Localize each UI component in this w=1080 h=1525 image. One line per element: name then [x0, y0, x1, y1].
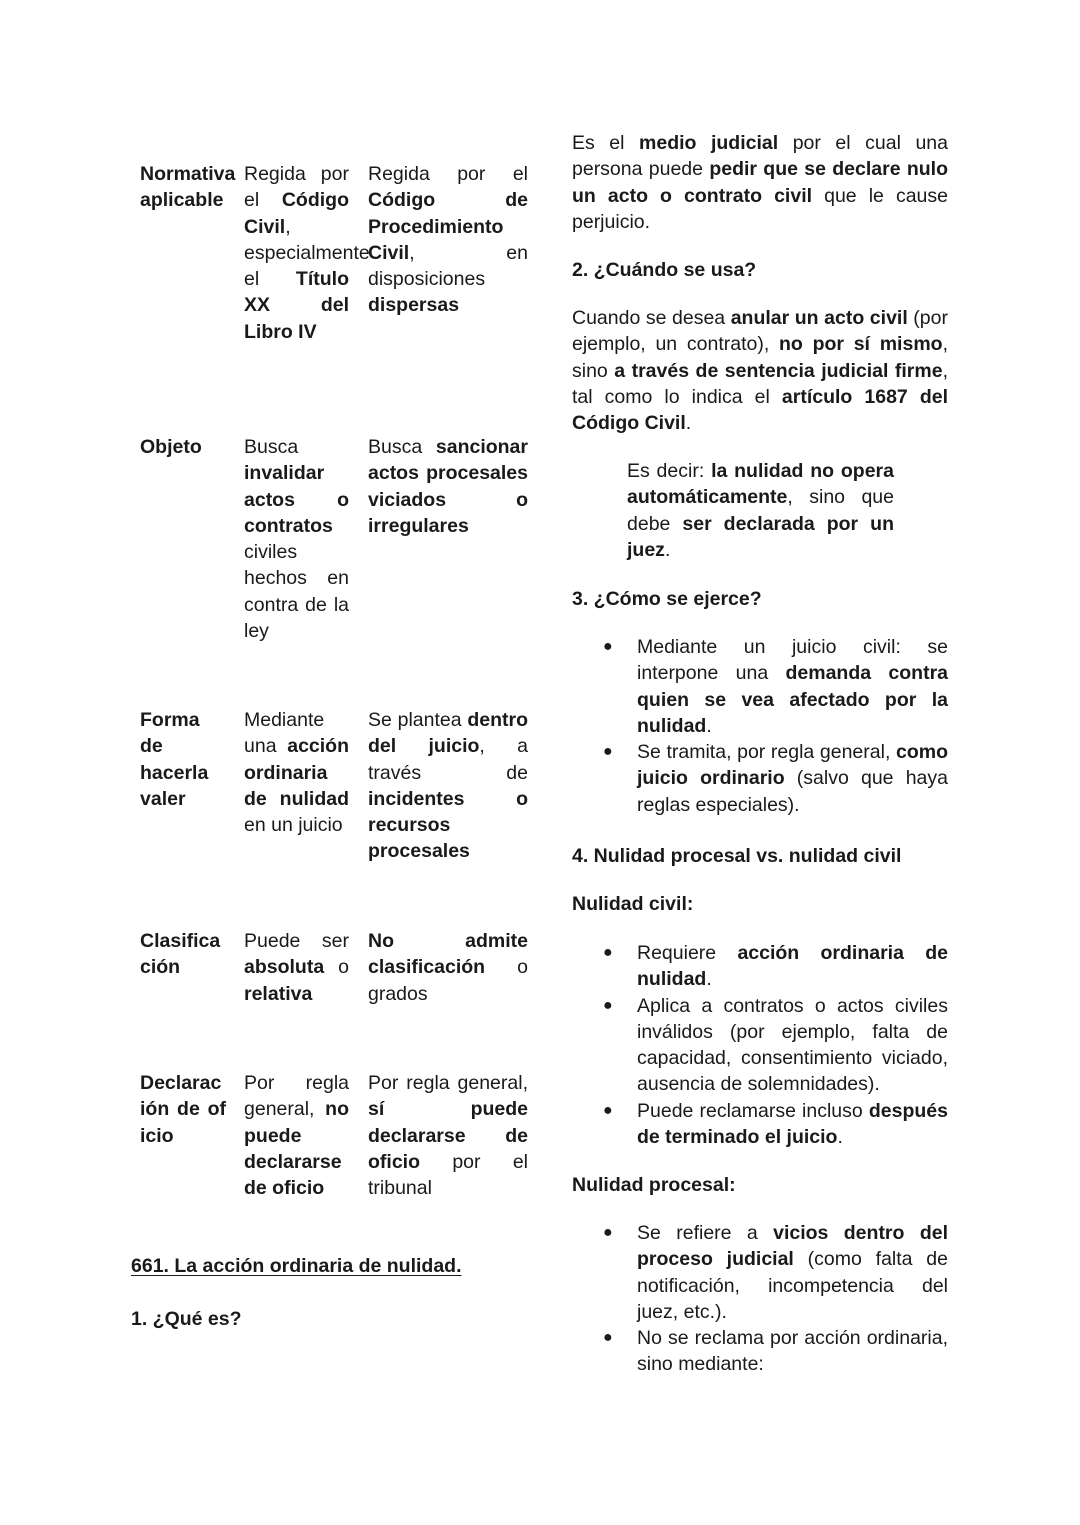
- bullet-item: [572, 1098, 948, 1151]
- question-heading-4: 4. Nulidad procesal vs. nulidad civil: [572, 845, 902, 867]
- bullet-item: [572, 1325, 948, 1378]
- row-label: Declaración de oficio: [140, 1072, 226, 1147]
- bullet-icon: ●: [603, 1224, 613, 1241]
- bullet-text: Puede reclamarse incluso después de terminado el juicio.: [637, 1099, 948, 1149]
- question-heading-2: 2. ¿Cuándo se usa?: [572, 259, 757, 281]
- cell-nulidad-civil: Puede ser absoluta o relativa: [244, 930, 349, 1005]
- cell-nulidad-procesal: Regida por el Código de Procedimiento Civil, en disposiciones dispersas: [368, 163, 528, 317]
- row-label: Forma de hacerla valer: [140, 709, 209, 810]
- cell-nulidad-procesal: No admite clasificación o grados: [368, 930, 528, 1005]
- section-title: 661. La acción ordinaria de nulidad.: [131, 1255, 462, 1277]
- bullet-icon: ●: [603, 1101, 613, 1119]
- row-label: Normativa aplicable: [140, 163, 236, 212]
- q1-body: Es el medio judicial por el cual una persona puede pedir que se declare nulo un acto o contrato civil que le cause perjuicio.: [572, 132, 949, 233]
- bullet-text: Se tramita, por regla general, como juicio ordinario (salvo que haya reglas especiales).: [637, 741, 948, 816]
- cell-nulidad-procesal: Por regla general, sí puede declararse de oficio por el tribunal: [368, 1072, 528, 1200]
- cell-nulidad-procesal: Busca sancionar actos procesales viciados o irregulares: [368, 436, 528, 537]
- bullet-item: [572, 634, 948, 739]
- nulidad-civil-bullet-list: [572, 940, 948, 1150]
- cell-nulidad-procesal: Se plantea dentro del juicio, a través de incidentes o recursos procesales: [368, 709, 529, 863]
- bullet-icon: ●: [603, 1329, 613, 1347]
- bullet-item: [572, 940, 948, 993]
- q2-quote: Es decir: la nulidad no opera automáticamente, sino que debe ser declarada por un juez.: [627, 460, 894, 561]
- bullet-icon: ●: [603, 743, 613, 761]
- cell-nulidad-civil: Por regla general, no puede declararse de oficio: [244, 1072, 349, 1200]
- nulidad-procesal-heading: Nulidad procesal:: [572, 1174, 736, 1196]
- bullet-item: [572, 1220, 948, 1325]
- bullet-icon: ●: [603, 944, 613, 961]
- question-heading-1: 1. ¿Qué es?: [131, 1308, 242, 1330]
- q3-bullet-list: [572, 634, 948, 818]
- bullet-icon: ●: [603, 638, 613, 655]
- row-label: Clasificación: [140, 930, 221, 979]
- bullet-text: No se reclama por acción ordinaria, sino mediante:: [637, 1327, 948, 1376]
- row-label: Objeto: [140, 436, 202, 458]
- question-heading-3: 3. ¿Cómo se ejerce?: [572, 588, 762, 610]
- bullet-item: [572, 739, 948, 818]
- cell-nulidad-civil: Regida por el Código Civil, especialmente el Título XX del Libro IV: [244, 163, 370, 343]
- bullet-text: Requiere acción ordinaria de nulidad.: [637, 942, 948, 991]
- cell-nulidad-civil: Busca invalidar actos o contratos civiles hechos en contra de la ley: [244, 436, 349, 643]
- cell-nulidad-civil: Mediante una acción ordinaria de nulidad en un juicio: [244, 709, 349, 837]
- bullet-text: Mediante un juicio civil: se interpone una demanda contra quien se vea afectado por la nulidad.: [637, 636, 949, 737]
- bullet-text: Se refiere a vicios dentro del proceso judicial (como falta de notificación, incompetencia del juez, etc.).: [637, 1222, 948, 1323]
- bullet-icon: ●: [603, 996, 613, 1014]
- nulidad-civil-heading: Nulidad civil:: [572, 893, 694, 915]
- q2-body: Cuando se desea anular un acto civil (por ejemplo, un contrato), no por sí mismo, sino a través de sentencia judicial firme, tal como lo indica el artículo 1687 del Código Civil.: [572, 307, 948, 435]
- nulidad-procesal-bullet-list: [572, 1220, 948, 1378]
- bullet-text: Aplica a contratos o actos civiles inválidos (por ejemplo, falta de capacidad, consentimiento viciado, ausencia de solemnidades).: [637, 994, 948, 1096]
- bullet-item: [572, 993, 948, 1098]
